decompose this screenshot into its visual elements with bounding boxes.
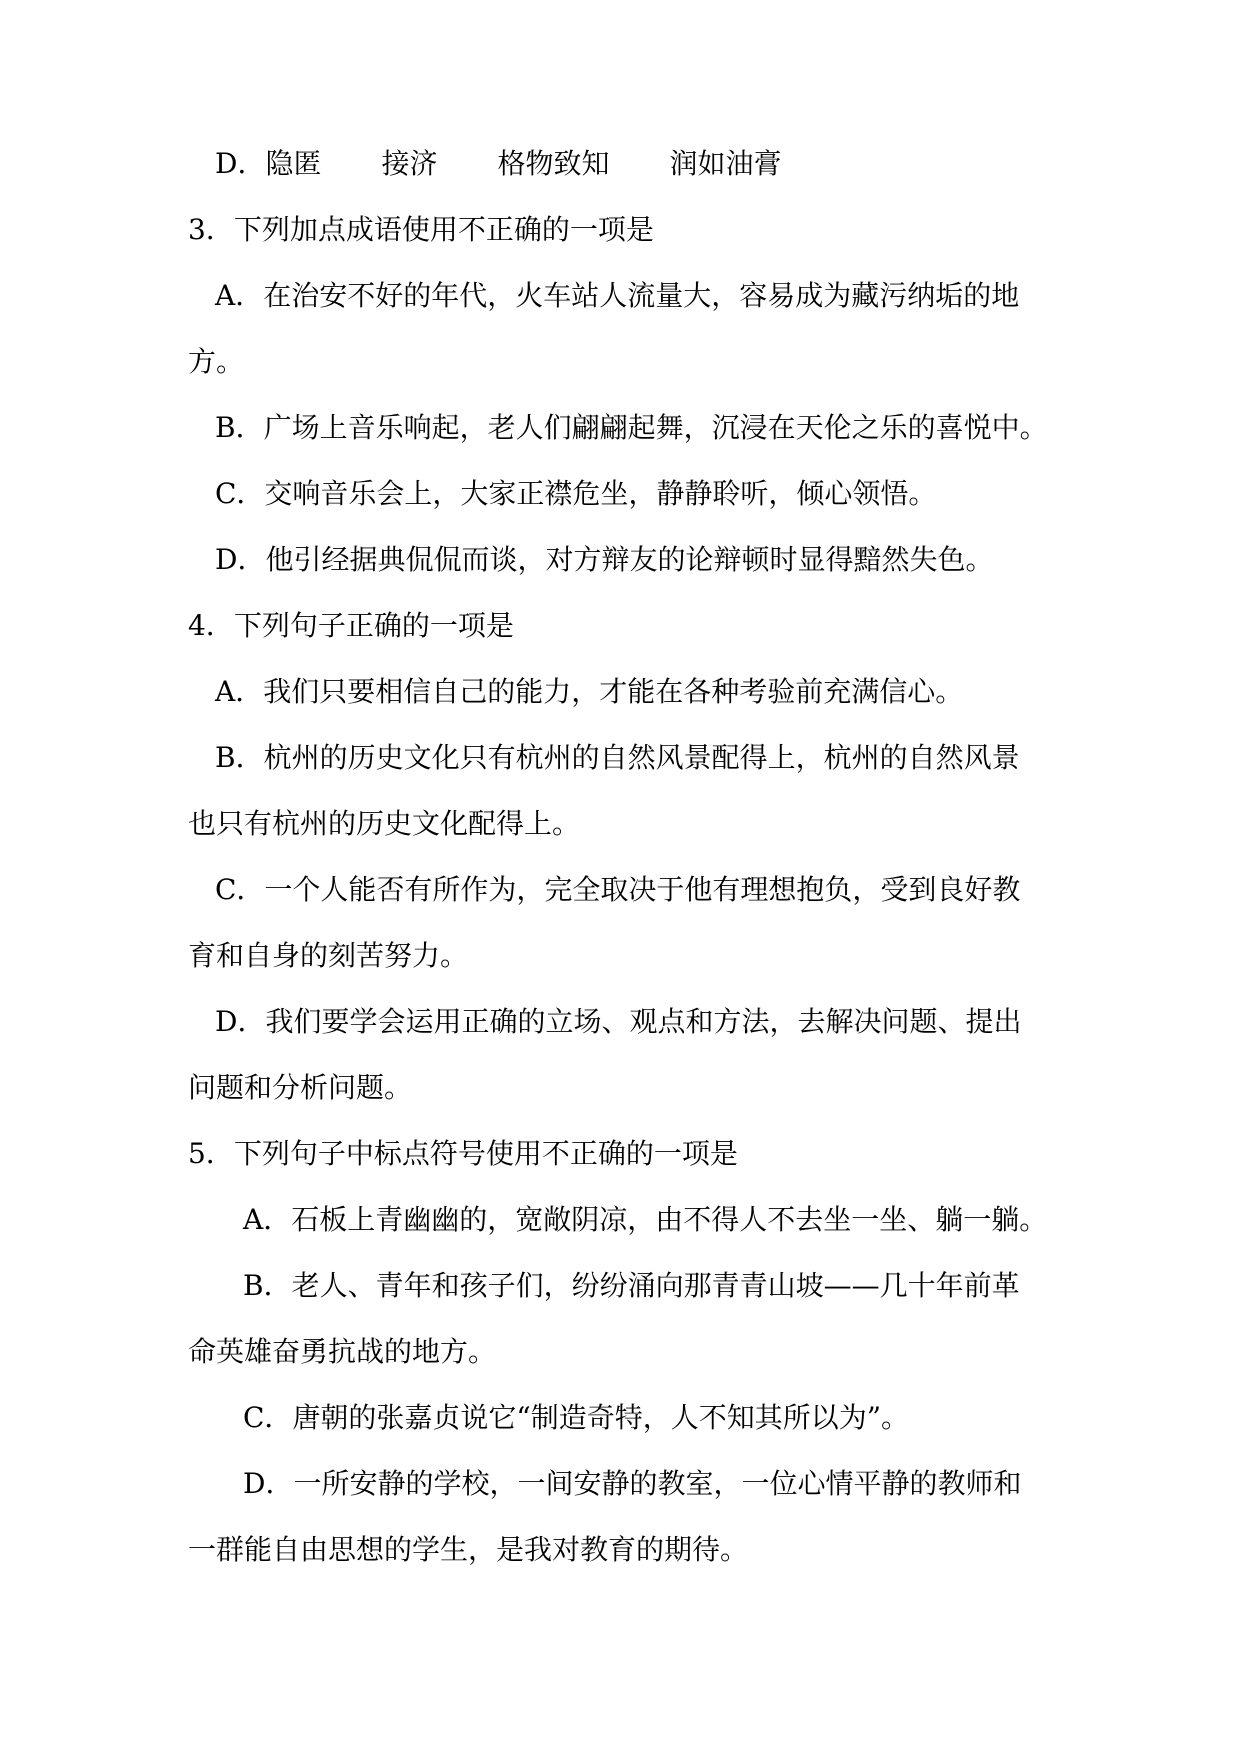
q3-option-c: C．交响音乐会上，大家正襟危坐，静静聆听，倾心领悟。 <box>215 477 937 510</box>
q2-option-d <box>215 146 782 182</box>
q4-option-c-line-1: C．一个人能否有所作为，完全取决于他有理想抱负，受到良好教 <box>215 873 1021 906</box>
q2-option-d-word-3: 格物致知 <box>497 147 610 180</box>
q2-option-d-word-2: 接济 <box>381 147 438 180</box>
q5-stem: 5．下列句子中标点符号使用不正确的一项是 <box>188 1137 738 1170</box>
q4-option-b-line-1: B．杭州的历史文化只有杭州的自然风景配得上，杭州的自然风景 <box>215 741 1020 774</box>
q5-option-a: A．石板上青幽幽的，宽敞阴凉，由不得人不去坐一坐、躺一躺。 <box>243 1203 1048 1236</box>
q4-option-b-line-2: 也只有杭州的历史文化配得上。 <box>188 807 581 840</box>
q4-option-c-line-2: 育和自身的刻苦努力。 <box>188 939 469 972</box>
q5-option-c: C．唐朝的张嘉贞说它“制造奇特，人不知其所以为”。 <box>243 1401 910 1434</box>
q3-stem: 3．下列加点成语使用不正确的一项是 <box>188 213 654 246</box>
q5-option-b-line-2: 命英雄奋勇抗战的地方。 <box>188 1335 497 1368</box>
q4-option-d-line-1: D．我们要学会运用正确的立场、观点和方法，去解决问题、提出 <box>215 1005 1022 1038</box>
q3-option-a-line-1: A．在治安不好的年代，火车站人流量大，容易成为藏污纳垢的地 <box>215 279 1020 312</box>
q4-stem: 4．下列句子正确的一项是 <box>188 609 514 642</box>
q2-option-d-word-1: 隐匿 <box>265 147 322 180</box>
q2-option-d-label: D． <box>215 147 266 180</box>
q3-option-b: B．广场上音乐响起，老人们翩翩起舞，沉浸在天伦之乐的喜悦中。 <box>215 411 1048 444</box>
q4-option-d-line-2: 问题和分析问题。 <box>188 1071 413 1104</box>
q5-option-d-line-1: D．一所安静的学校，一间安静的教室，一位心情平静的教师和 <box>243 1467 1022 1500</box>
q2-option-d-word-4: 润如油膏 <box>669 147 782 180</box>
q4-option-a: A．我们只要相信自己的能力，才能在各种考验前充满信心。 <box>215 675 964 708</box>
q3-option-d: D．他引经据典侃侃而谈，对方辩友的论辩顿时显得黯然失色。 <box>215 543 994 576</box>
q5-option-b-line-1: B．老人、青年和孩子们，纷纷涌向那青青山坡——几十年前革 <box>243 1269 1020 1302</box>
q5-option-d-line-2: 一群能自由思想的学生，是我对教育的期待。 <box>188 1533 749 1566</box>
q3-option-a-line-2: 方。 <box>188 345 245 378</box>
